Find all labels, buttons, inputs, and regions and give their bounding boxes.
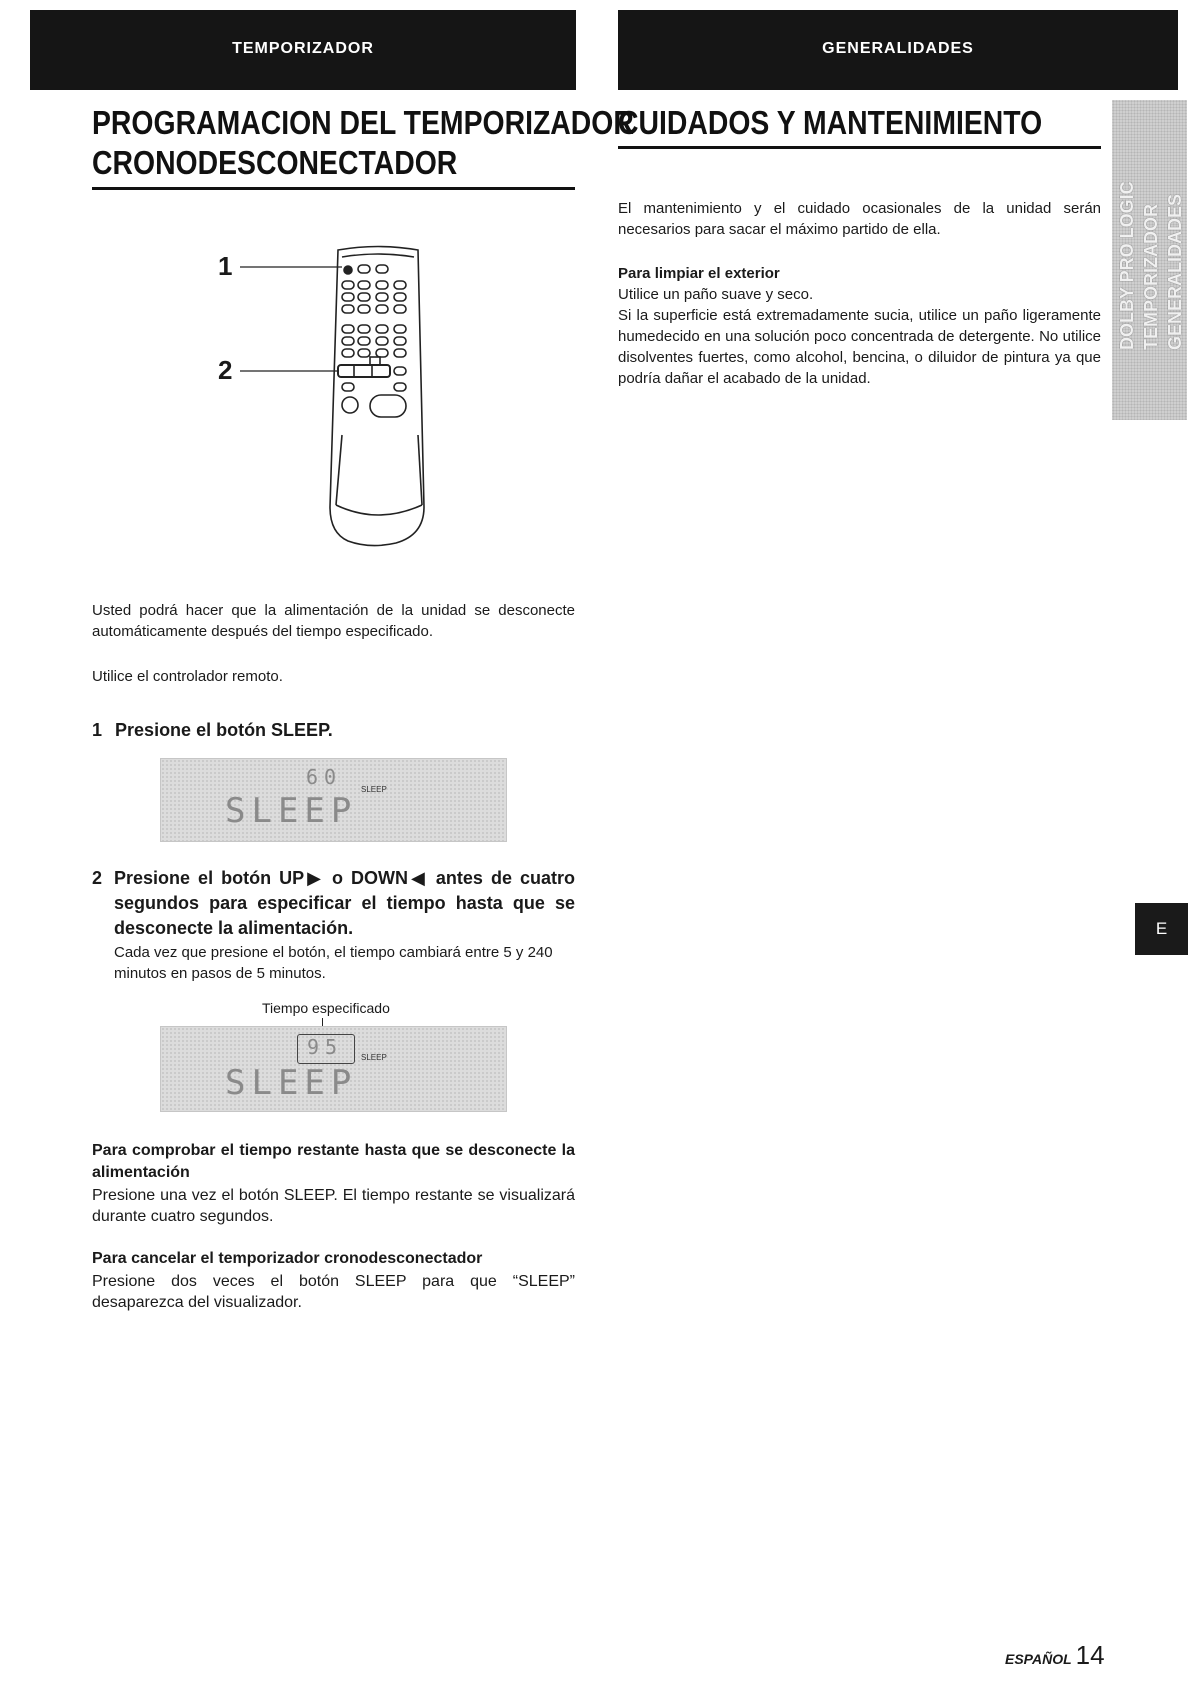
use-remote-note: Utilice el controlador remoto. — [92, 668, 283, 685]
section-banner-left — [30, 10, 576, 90]
check-time-body: Presione una vez el botón SLEEP. El tiempo restante se visualizará durante cuatro segundos. — [92, 1187, 575, 1225]
display-sleep-initial — [160, 758, 507, 842]
display-1-label: SLEEP — [361, 785, 387, 794]
sidebar-tab-dolby: DOLBY PRO LOGIC — [1117, 181, 1137, 350]
page-number: 14 — [1075, 1640, 1105, 1670]
check-time-heading: Para comprobar el tiempo restante hasta que se desconecte la alimentación — [92, 1142, 575, 1181]
display-1-digits: 60 — [306, 765, 343, 789]
sidebar-tab-generalidades: GENERALIDADES — [1165, 193, 1185, 350]
section-label-left: TEMPORIZADOR — [232, 40, 374, 57]
display-2-caption: Tiempo especificado — [262, 1000, 390, 1016]
display-2-digits: 95 — [307, 1035, 344, 1059]
cancel-timer-body: Presione dos veces el botón SLEEP para que “SLEEP” desaparezca del visualizador. — [92, 1273, 575, 1311]
page-title-line2: CRONODESCONECTADOR — [92, 144, 458, 181]
language-tab: E — [1135, 903, 1188, 955]
page-footer — [1005, 1640, 1105, 1671]
clean-heading: Para limpiar el exterior — [618, 265, 780, 282]
timer-intro: Usted podrá hacer que la alimentación de la unidad se desconecte automáticamente después del tiempo especificado. — [92, 602, 575, 640]
page-title-line1: PROGRAMACION DEL TEMPORIZADOR — [92, 104, 634, 141]
footer-language: ESPAÑOL — [1005, 1651, 1072, 1667]
display-2-text: SLEEP — [225, 1063, 358, 1103]
callout-1: 1 — [218, 251, 233, 281]
display-1-text: SLEEP — [225, 791, 358, 831]
clean-body: Si la superficie está extremadamente sucia, utilice un paño ligeramente humedecido en una solución poco concentrada de detergente. No utilice disolventes fuertes, como alcohol, bencina, o diluidor de pintura ya que podría dañar el acabado de la unidad. — [618, 307, 1101, 387]
section-banner-right — [618, 10, 1178, 90]
display-sleep-time — [160, 1026, 507, 1112]
care-intro: El mantenimiento y el cuidado ocasionales de la unidad serán necesarios para sacar el máximo partido de ella. — [618, 200, 1101, 238]
step-1 — [92, 718, 575, 743]
remote-illustration — [218, 245, 450, 555]
step-2 — [92, 866, 575, 941]
title-rule-right — [618, 146, 1101, 149]
section-label-right: GENERALIDADES — [822, 40, 974, 57]
cancel-timer-heading: Para cancelar el temporizador cronodesconectador — [92, 1250, 483, 1267]
step-2-body: Cada vez que presione el botón, el tiempo cambiará entre 5 y 240 minutos en pasos de 5 minutos. — [114, 944, 553, 982]
callout-2: 2 — [218, 355, 233, 385]
step-1-number: 1 — [92, 720, 103, 740]
step-1-text: Presione el botón SLEEP. — [115, 720, 333, 740]
step-2-number: 2 — [92, 868, 103, 888]
section-index-sidebar — [1112, 100, 1187, 420]
display-2-label: SLEEP — [361, 1053, 387, 1062]
clean-line1: Utilice un paño suave y seco. — [618, 286, 814, 303]
sidebar-tab-temporizador: TEMPORIZADOR — [1141, 204, 1161, 350]
care-title: CUIDADOS Y MANTENIMIENTO — [618, 104, 1043, 141]
title-rule-left — [92, 187, 575, 190]
remote-control-icon — [230, 245, 450, 555]
step-2-text: Presione el botón UP▶ o DOWN◀ antes de cuatro segundos para especificar el tiempo hasta que se desconecte la alimentación. — [114, 868, 575, 938]
